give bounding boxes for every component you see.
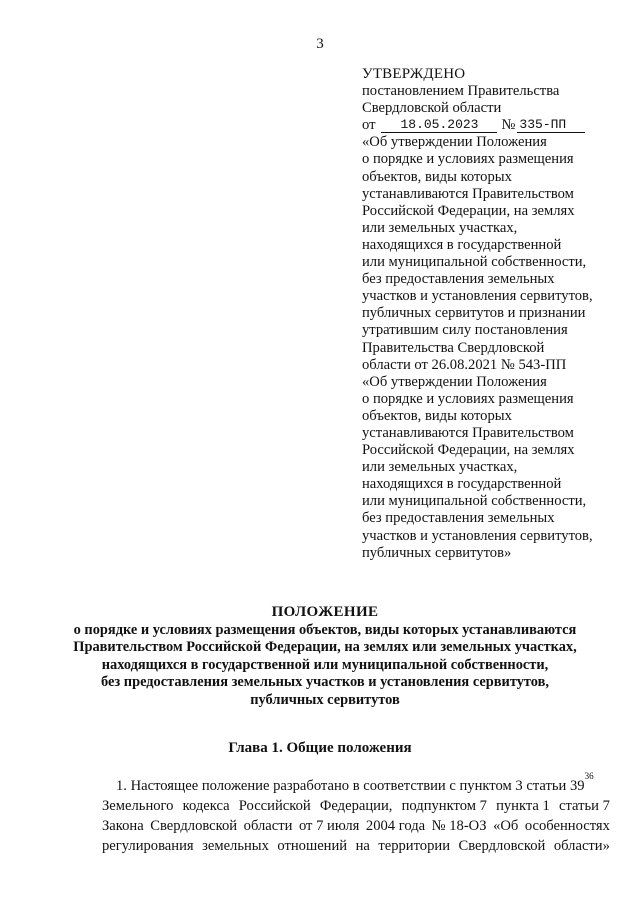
approval-resolution-title (362, 134, 622, 561)
approval-line: утратившим силу постановления (362, 322, 568, 339)
paragraph-line (102, 796, 610, 816)
paragraph-word: № 18-ОЗ (431, 818, 487, 834)
approval-date-field: 18.05.2023 (381, 118, 497, 133)
paragraph-word: области (243, 818, 293, 834)
chapter-heading: Глава 1. Общие положения (228, 740, 412, 756)
page-number: 3 (316, 36, 324, 52)
approval-line: «Об утверждении Положения (362, 134, 547, 151)
document-subtitle (60, 622, 590, 710)
approval-line: о порядке и условиях размещения (362, 390, 574, 407)
paragraph-line (102, 771, 610, 796)
approval-line: Свердловской области (362, 100, 502, 117)
paragraph-word: статьи 7 (559, 798, 610, 814)
approval-line: объектов, виды которых (362, 407, 512, 424)
article-superscript: 36 (584, 771, 594, 781)
paragraph-word: отношений (277, 838, 348, 854)
approval-line: участков и установления сервитутов, (362, 288, 593, 305)
date-prefix: от (362, 117, 376, 134)
approval-line: находящихся в государственной (362, 476, 562, 493)
number-sign: № (501, 117, 516, 134)
paragraph-word: Свердловской (458, 838, 546, 854)
approval-heading: УТВЕРЖДЕНО (362, 66, 466, 82)
approval-line: или земельных участках, (362, 219, 518, 236)
paragraph-word: особенностях (524, 818, 610, 834)
paragraph-word: Закона (102, 818, 144, 834)
paragraph-word: Свердловской (150, 818, 238, 834)
approval-line: постановлением Правительства (362, 83, 560, 100)
approval-line: без предоставления земельных (362, 271, 555, 288)
paragraph-lines (102, 796, 610, 856)
approval-stamp-block (362, 66, 622, 562)
paragraph-line (102, 836, 610, 856)
subtitle-line: публичных сервитутов (250, 691, 400, 708)
paragraph-word: от 7 июля (298, 818, 360, 834)
paragraph-word: 2004 года (365, 818, 426, 834)
subtitle-line: без предоставления земельных участков и установления сервитутов, (101, 674, 549, 690)
subtitle-line: о порядке и условиях размещения объектов, виды которых устанавливаются (73, 621, 577, 638)
paragraph-word: кодекса (182, 798, 230, 814)
approval-date-line (362, 117, 622, 134)
approval-line: публичных сервитутов и признании (362, 305, 586, 322)
subtitle-line: находящихся в государственной или муниципальной собственности, (101, 656, 549, 673)
paragraph-word: пункта 1 (496, 798, 550, 814)
paragraph-word: «Об (493, 818, 519, 834)
approval-line: без предоставления земельных (362, 510, 555, 527)
paragraph-word: регулирования (102, 838, 194, 854)
approval-line: публичных сервитутов» (362, 544, 512, 561)
approval-line: Российской Федерации, на землях (362, 442, 575, 459)
approval-line: или муниципальной собственности, (362, 493, 587, 510)
paragraph-first-line-text: 1. Настоящее положение разработано в соответствии с пунктом 3 статьи 39 (116, 778, 585, 794)
approval-line: устанавливаются Правительством (362, 424, 574, 441)
document-title-block (60, 604, 590, 709)
paragraph-1 (102, 771, 610, 856)
paragraph-word: территории (378, 838, 451, 854)
approval-number-field: 335-ПП (517, 118, 585, 133)
subtitle-line: Правительством Российской Федерации, на землях или земельных участках, (73, 639, 577, 655)
approval-line: или земельных участках, (362, 459, 518, 476)
approval-line: участков и установления сервитутов, (362, 527, 593, 544)
document-title: ПОЛОЖЕНИЕ (271, 604, 379, 620)
approval-line: «Об утверждении Положения (362, 373, 547, 390)
approval-line: о порядке и условиях размещения (362, 151, 574, 168)
approval-line: или муниципальной собственности, (362, 254, 587, 271)
approval-line: Правительства Свердловской (362, 339, 545, 356)
paragraph-word: подпунктом 7 (401, 798, 487, 814)
paragraph-word: Российской (238, 798, 311, 814)
approval-line: объектов, виды которых (362, 168, 512, 185)
paragraph-line (102, 816, 610, 836)
approval-line: находящихся в государственной (362, 236, 562, 253)
paragraph-word: на (355, 838, 370, 854)
paragraph-word: земельных (202, 838, 269, 854)
approval-line: Российской Федерации, на землях (362, 202, 575, 219)
approval-line: устанавливаются Правительством (362, 185, 574, 202)
paragraph-word: Земельного (102, 798, 174, 814)
paragraph-word: Федерации, (319, 798, 393, 814)
approval-line: области от 26.08.2021 № 543-ПП (362, 356, 567, 373)
paragraph-word: области» (553, 838, 610, 854)
